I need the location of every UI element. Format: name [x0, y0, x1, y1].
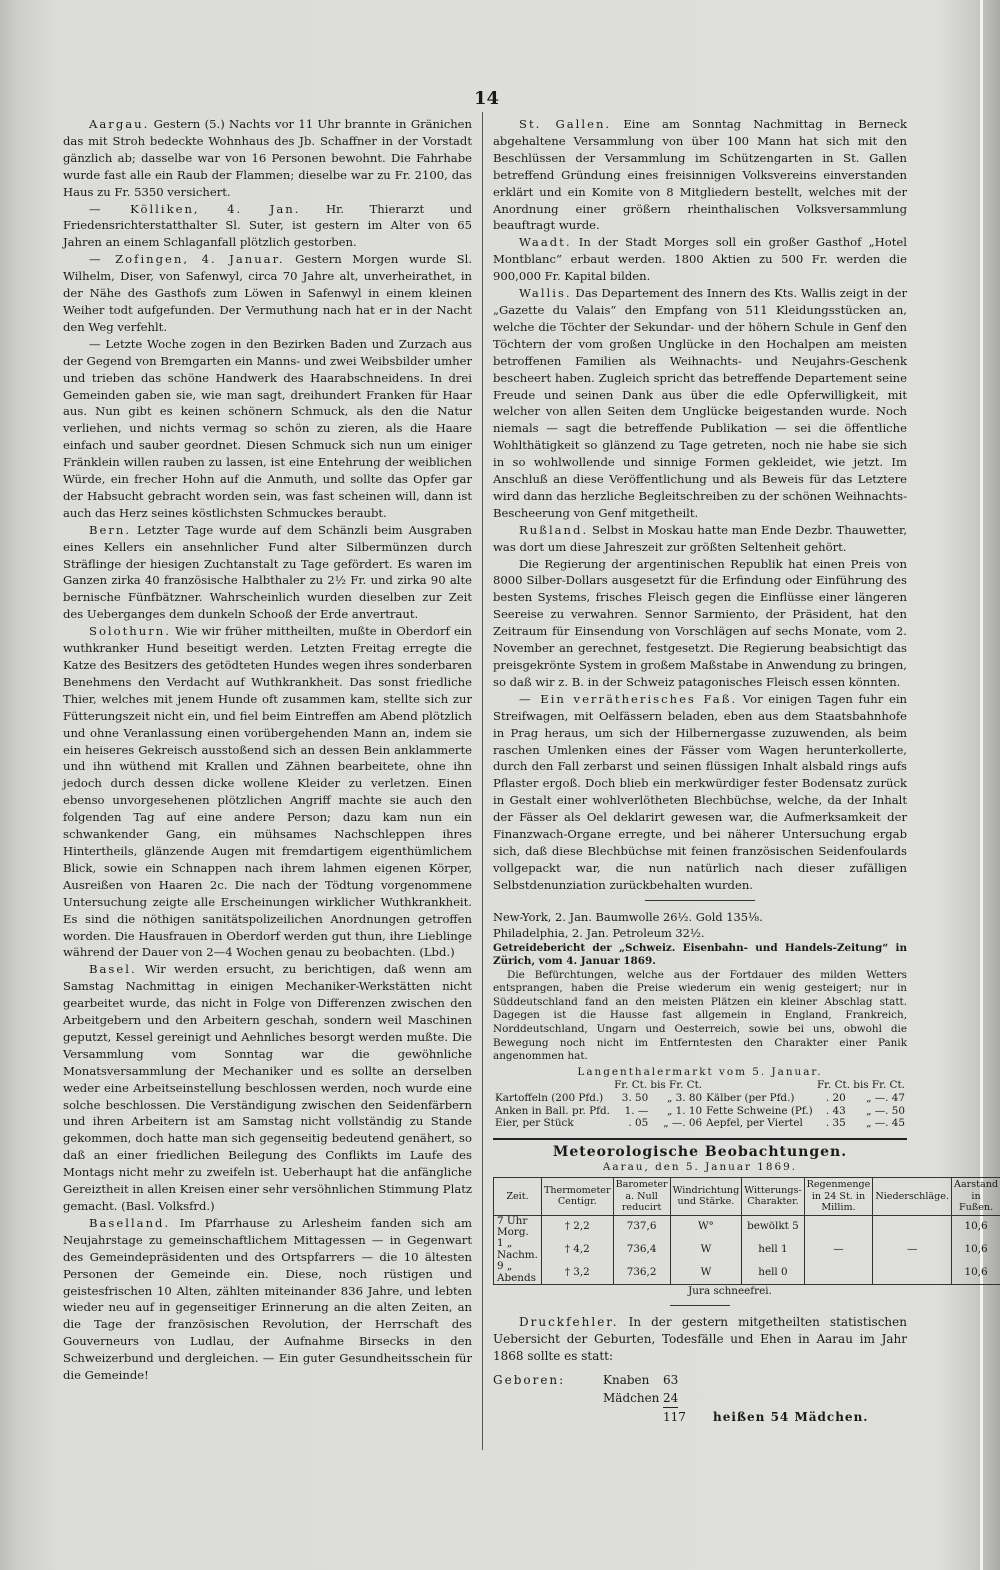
article-dateline: — Ein verrätherisches Faß. [519, 691, 738, 706]
meteo-table [493, 1177, 1000, 1285]
meteo-subtitle: Aarau, den 5. Januar 1869. [602, 1160, 798, 1173]
meteo-note: Jura schneefrei. [688, 1284, 772, 1297]
langenthal-cell: . 05 [628, 1117, 649, 1130]
meteo-cell: 7 Uhr Morg. [494, 1215, 542, 1238]
meteo-cell [804, 1261, 873, 1284]
langenthal-cell: 1. — [624, 1104, 649, 1117]
meteo-cell: 9 „ Abends [494, 1261, 542, 1284]
meteo-cell: 737,6 [613, 1215, 670, 1238]
errata-text [493, 1314, 907, 1365]
births-total: 117 [663, 1409, 686, 1424]
article-paragraph [493, 522, 907, 556]
article-text: Wie wir früher mittheilten, mußte in Oberdorf ein wuthkranker Hund beseitigt werden. Letzten Freitag erregte die Katze des Besitzers des getödteten Hundes wegen ihres sonderbaren Benehmens den Verdacht auf Wuthkrankheit. Das sonst friedliche Thier, welches mit jenem Hunde oft zusammen kam, stellte sich zur Fütterungszeit nicht ein, und fiel beim Eintreffen am Abend plötzlich und ohne Veranlassung einen vorübergehenden Mann an, indem sie ein heiseres Gekreisch ausstoßend sich an dessen Bein anklammerte und ihn wüthend mit Krallen und Zähnen bearbeitete, ohne ihn jedoch durch dessen dicke wollene Kleider zu verletzen. Einen ebenso unvorgesehenen plötzlichen Angriff machte sie auch den folgenden Tag auf eine andere Person; dazu kam nun ein schwankender Gang, ein mühsames Nachschleppen ihres Hintertheils, glänzende Augen mit fremdartigem eigenthümlichem Blick, sowie ein Schnappen nach ihrem lahmen eigenen Körper, Ausreißen von Haaren 2c. Die nach der Tödtung vorgenommene Untersuchung zeigte alle Erscheinungen wirklicher Wuthkrankheit. Es sind die nöthigen sanitätspolizeilichen Anordnungen getroffen worden. Die Hausfrauen in Oberdorf werden gut thun, ihre Lieblinge während der Dauer von 2—4 Wochen genau zu beobachten. (Lbd.) [63, 624, 473, 960]
newyork-quote: New-York, 2. Jan. Baumwolle 26½. Gold 135⅛. [493, 909, 763, 924]
meteo-cell: 10,6 [952, 1261, 1000, 1284]
section-divider [645, 900, 755, 901]
article-text: Letzter Tage wurde auf dem Schänzli beim Ausgraben eines Kellers ein ansehnlicher Fund alter Silbermünzen durch Sträflinge der hiesigen Zuchtanstalt zu Tage gefördert. Es waren im Ganzen zirka 40 französische Halbthaler zu 2½ Fr. und zirka 90 alte bernische Fünfbätzner. Wahrscheinlich wurden dieselben zur Zeit des Ueberganges dem dunkeln Schooß der Erde anvertraut. [63, 522, 472, 622]
right-column-articles [493, 116, 907, 894]
langenthal-cell: . 35 [825, 1117, 846, 1130]
errata-head: Druckfehler. [519, 1314, 619, 1329]
meteo-header-cell: Zeit. [494, 1178, 542, 1215]
meteo-cell: hell 1 [742, 1238, 804, 1261]
page-fold [980, 0, 983, 1570]
langenthal-cell: Kartoffeln (200 Pfd.) [495, 1092, 604, 1105]
langenthal-cell: „ —. 45 [866, 1117, 905, 1130]
meteo-cell: 1 „ Nachm. [494, 1238, 542, 1261]
langenthal-row [493, 1117, 907, 1130]
article-dateline: Baselland. [89, 1215, 171, 1230]
article-paragraph [493, 234, 907, 285]
left-column [63, 116, 472, 1384]
article-text: Die Regierung der argentinischen Republik hat einen Preis von 8000 Silber-Dollars ausgesetzt für die Erfindung oder Einführung des besten Systems, frisches Fleisch gegen die Einflüsse einer längeren Seereise zu verwahren. Sennor Sarmiento, der Präsident, hat den Zeitraum für Einsendung von Vorschlägen auf sechs Monate, vom 2. November an gerechnet, festgesetzt. Die Regierung beabsichtigt das preisgekrönte System in großem Maßstabe in Anwendung zu bringen, so daß wir z. B. in der Schweiz patagonisches Fleisch essen könnten. [493, 556, 907, 689]
article-paragraph [63, 201, 472, 252]
meteo-cell: W [670, 1238, 742, 1261]
langenthal-cell: „ 1. 10 [667, 1104, 703, 1117]
article-text: Eine am Sonntag Nachmittag in Berneck abgehaltene Versammlung von über 100 Mann hat sich mit den Beschlüssen der Versammlung im Schützengarten in St. Gallen betreffend Gründung eines freisinnigen Volksvereins einverstanden erklärt und ein Komite von 8 Mitgliedern bestellt, welches mit der Anordnung einer größern rheinthalischen Volksversammlung beauftragt wurde. [493, 117, 908, 233]
meteo-cell: † 2,2 [541, 1215, 613, 1238]
langenthal-unit-row [493, 1079, 907, 1092]
langenthal-cell: 3. 50 [621, 1092, 649, 1105]
langenthal-cell: Fette Schweine (Pf.) [706, 1104, 813, 1117]
article-paragraph [63, 961, 472, 1215]
langenthal-row [493, 1092, 907, 1105]
langenthal-row [493, 1105, 907, 1118]
langenthal-cell: „ —. 50 [866, 1104, 905, 1117]
article-paragraph [63, 623, 472, 961]
article-text: Gestern (5.) Nachts vor 11 Uhr brannte in Gränichen das mit Stroh bedeckte Wohnhaus des Jb. Schaffner in der Vorstadt gänzlich ab; dasselbe war von 16 Personen bewohnt. Die Fahrhabe wurde fast alle ein Raub der Flammen; dieselbe war zu Fr. 2100, das Haus zu Fr. 5350 versichert. [63, 117, 472, 199]
article-text: Vor einigen Tagen fuhr ein Streifwagen, mit Oelfässern beladen, eben aus dem Staatsbahnhofe in Prag heraus, um sich der Hilbernergasse zuzuwenden, als beim raschen Umlenken eines der Fässer vom Wagen herunterkollerte, durch den Fall zerbarst und seinen flüssigen Inhalt alsbald rings aufs Pflaster ergoß. Doch blieb ein merkwürdiger fester Bodensatz zurück in Gestalt einer wohlverlötheten Blechbüchse, welche, da der Inhalt der Fässer als Oel deklarirt gewesen war, die Aufmerksamkeit der Finanzwach-Organe erregte, und bei näherer Untersuchung ergab sich, daß diese Blechbüchse mit feinen französischen Seidenfoulards vollgepackt war, die nun natürlich nach dieser zufälligen Selbstdenunziation zurückbehalten wurden. [493, 691, 907, 892]
boys-count: 63 [663, 1372, 679, 1387]
philadelphia-quote: Philadelphia, 2. Jan. Petroleum 32½. [493, 926, 705, 941]
langenthal-cell: Eier, per Stück [495, 1117, 574, 1130]
langenthal-cell: . 20 [825, 1092, 846, 1105]
meteo-row [494, 1261, 1000, 1284]
meteo-header-cell: Regenmenge in 24 St. in Millim. [804, 1178, 873, 1215]
meteo-rows [494, 1215, 1000, 1284]
article-paragraph [493, 691, 907, 894]
langenthal-table [493, 1079, 907, 1129]
births-total-row [493, 1408, 907, 1426]
langenthal-cell: Aepfel, per Viertel [706, 1117, 803, 1130]
meteo-row [494, 1238, 1000, 1261]
grain-report-text: Die Befürchtungen, welche aus der Fortdauer des milden Wetters entsprangen, haben die Preise wiederum ein wenig gesteigert; nur in Süddeutschland fand an den meisten Plätzen ein kleiner Abschlag statt. Dagegen ist die Hausse fast allgemein in England, Frankreich, Norddeutschland, Ungarn und Oesterreich, sowie bei uns, obwohl die Bewegung noch nicht im Entferntesten den Charakter einer Panik angenommen hat. [493, 968, 907, 1063]
article-dateline: Basel. [89, 962, 137, 977]
meteo-cell: — [873, 1238, 952, 1261]
article-paragraph [63, 116, 472, 201]
article-paragraph [493, 285, 907, 522]
langenthal-cell: Kälber (per Pfd.) [706, 1092, 795, 1105]
article-dateline: St. Gallen. [519, 117, 612, 131]
meteo-cell: † 4,2 [541, 1238, 613, 1261]
article-dateline: Wallis. [519, 286, 572, 301]
article-dateline: Bern. [89, 522, 132, 537]
article-paragraph [63, 1215, 472, 1384]
langenthal-cell: „ 3. 80 [667, 1092, 703, 1105]
right-column [493, 116, 999, 1426]
meteo-cell: W [670, 1261, 742, 1284]
meteo-cell: † 3,2 [541, 1261, 613, 1284]
births-label: Geboren: [493, 1372, 566, 1387]
meteo-cell: 736,4 [613, 1238, 670, 1261]
meteo-title: Meteorologische Beobachtungen. [493, 1138, 907, 1161]
article-text: — Letzte Woche zogen in den Bezirken Baden und Zurzach aus der Gegend von Bremgarten ein Manns- und zwei Weibsbilder umher und trieben das schöne Handwerk des Haarabschneidens. In drei Gemeinden gaben sie, wie man sagt, dreihundert Franken für Haar aus. Nun gibt es keinen schönern Schmuck, als den die Natur verliehen, und nichts vermag so schön zu zieren, als die Haare einfach und sauber geordnet. Diesen Schmuck sich nun um einiger Fränklein willen rauben zu lassen, ist eine Entehrung der weiblichen Würde, ein frecher Hohn auf die Anmuth, und sollte das Opfer gar der Habsucht gebracht worden sein, was fast scheinen will, dann ist auch das Herz seines köstlichsten Schmuckes beraubt. [63, 336, 472, 520]
errata-body: In der gestern mitgetheilten statistischen Uebersicht der Geburten, Todesfälle und Ehen in Aarau im Jahr 1868 sollte es statt: [493, 1314, 907, 1363]
meteo-header-row [494, 1178, 1000, 1215]
article-paragraph [493, 116, 907, 234]
meteo-cell: bewölkt 5 [742, 1215, 804, 1238]
langenthal-cell: Anken in Ball. pr. Pfd. [495, 1104, 610, 1117]
meteo-header-cell: Windrichtung und Stärke. [670, 1178, 742, 1215]
meteo-cell: 10,6 [952, 1238, 1000, 1261]
article-text: Wir werden ersucht, zu berichtigen, daß wenn am Samstag Nachmittag in einigen Mechaniker-Werkstätten nicht gearbeitet wurde, das nicht in Folge von Differenzen zwischen den Arbeitgebern und den Arbeitern geschah, sondern weil Maschinen geputzt, Kessel gereinigt und Aehnliches besorgt werden mußte. Die Versammlung vom Sonntag war die gewöhnliche Monatsversammlung der Mechaniker und es sollte an derselben weder eine Arbeitseinstellung beschlossen werden, noch wurde eine solche beschlossen. Die Verständigung zwischen den Seidenfärbern und ihren Arbeitern ist am Samstag nicht vollständig zu Stande gekommen, doch hatte man sich gegenseitig bedeutend genähert, so daß an einer friedlichen Beilegung des Conflikts im Laufe des Montags nicht mehr zu zweifeln ist. Ueberhaupt hat die anfängliche Gereiztheit in allen Kreisen einer sehr versöhnlichen Stimmung Platz gemacht. (Basl. Volksfrd.) [63, 962, 472, 1213]
article-dateline: — Zofingen, 4. Januar. [89, 252, 285, 267]
langenthal-rows [493, 1092, 907, 1130]
meteo-header-cell: Barometer a. Null reducirt [613, 1178, 670, 1215]
langenthal-title: Langenthalermarkt vom 5. Januar. [577, 1065, 823, 1078]
meteo-cell [804, 1215, 873, 1238]
article-text: Selbst in Moskau hatte man Ende Dezbr. Thauwetter, was dort um diese Jahreszeit zur größten Seltenheit gehört. [493, 522, 908, 554]
errata-divider [670, 1305, 730, 1306]
article-paragraph [63, 522, 472, 623]
errata-births [493, 1371, 907, 1426]
unit-header-right: Fr. Ct. bis Fr. Ct. [816, 1079, 905, 1092]
meteo-cell: — [804, 1238, 873, 1261]
births-boys-row [493, 1371, 907, 1389]
meteo-header-cell: Thermometer Centigr. [541, 1178, 613, 1215]
meteo-cell [873, 1215, 952, 1238]
langenthal-cell: „ —. 06 [663, 1117, 703, 1130]
column-divider [482, 112, 483, 1450]
market-reports [493, 909, 907, 1130]
boys-label: Knaben [603, 1372, 650, 1387]
births-girls-row [493, 1389, 907, 1408]
article-paragraph [493, 556, 907, 691]
grain-report-heading: Getreidebericht der „Schweiz. Eisenbahn- und Handels-Zeitung“ in Zürich, vom 4. Januar 1869. [493, 941, 907, 968]
meteo-header-cell: Niederschläge. [873, 1178, 952, 1215]
errata-correction: heißen 54 Mädchen. [713, 1409, 869, 1424]
article-text: In der Stadt Morges soll ein großer Gasthof „Hotel Montblanc“ erbaut werden. 1800 Aktien zu 500 Fr. werden die 900,000 Fr. Kapital bilden. [493, 235, 907, 284]
article-text: Hr. Thierarzt und Friedensrichterstatthalter Sl. Suter, ist gestern im Alter von 65 Jahren an einem Schlaganfall plötzlich gestorben. [63, 201, 472, 250]
article-text: Das Departement des Innern des Kts. Wallis zeigt in der „Gazette du Valais“ den Empfang von 511 Kleidungsstücken an, welche die Töchter der Sekundar- und der höhern Schule in Genf den Töchtern der vom großen Unglücke in den Hochalpen am meisten betroffenen Familien als Weihnachts- und Neujahrs-Geschenk bescheert haben. Zugleich spricht das betreffende Departement seine Freude und seinen Dank aus über die edle Opferwilligkeit, mit welcher von allen Seiten dem Unglücke beigestanden wurde. Noch niemals — sagt die betreffende Publikation — sei die öffentliche Wohlthätigkeit so glänzend zu Tage getreten, noch nie habe sie sich in so wohlwollende und sinnige Formen gekleidet, wie jetzt. Im Anschluß an diese Veröffentlichung und als Beweis für das Letztere wird dann das herzliche Begleitschreiben zu der schönen Weihnachts-Bescheerung von Genf mitgetheilt. [493, 286, 907, 520]
langenthal-cell: „ —. 47 [866, 1092, 905, 1105]
page-number: 14 [474, 88, 500, 109]
meteo-header-cell: Witterungs-Charakter. [742, 1178, 804, 1215]
meteo-header-cell: Aarstand in Fußen. [952, 1178, 1000, 1215]
meteo-row [494, 1215, 1000, 1238]
meteo-cell: 10,6 [952, 1215, 1000, 1238]
article-paragraph [63, 251, 472, 336]
langenthal-cell: . 43 [825, 1104, 846, 1117]
meteo-cell: W° [670, 1215, 742, 1238]
girls-label: Mädchen [603, 1390, 660, 1405]
meteo-cell: 736,2 [613, 1261, 670, 1284]
article-dateline: Solothurn. [89, 624, 171, 639]
article-dateline: Aargau. [89, 117, 150, 131]
article-dateline: Waadt. [519, 235, 572, 250]
article-dateline: Rußland. [519, 522, 589, 537]
article-dateline: — Kölliken, 4. Jan. [89, 201, 301, 216]
article-paragraph [63, 336, 472, 522]
girls-count: 24 [663, 1389, 678, 1408]
meteo-cell: hell 0 [742, 1261, 804, 1284]
meteo-cell [873, 1261, 952, 1284]
article-text: Im Pfarrhause zu Arlesheim fanden sich am Neujahrstage zu gemeinschaftlichem Mittagessen — in Gegenwart des Gemeindepräsidenten und des Ortspfarrers — die 10 ältesten Personen der Gemeinde ein. Diese, noch rüstigen und geistesfrischen 10 Alten, zählten miteinander 836 Jahre, und lebten wieder neu auf in gegenseitiger Erinnerung an die alten Zeiten, an die Tage der französischen Revolution, der Herrschaft des Gouverneurs von Ludlau, der Aufnahme Birsecks in den Schweizerbund und dergleichen. — Ein guter Gesundheitsschein für die Gemeinde! [63, 1215, 472, 1383]
grain-report [493, 942, 907, 1064]
unit-header-left: Fr. Ct. bis Fr. Ct. [614, 1079, 703, 1092]
article-text: Gestern Morgen wurde Sl. Wilhelm, Diser, von Safenwyl, circa 70 Jahre alt, unverheirathet, in der Nähe des Gasthofs zum Löwen in Safenwyl in einem kleinen Weiher todt aufgefunden. Der Vermuthung nach hat er in der Nacht den Weg verfehlt. [63, 252, 473, 334]
